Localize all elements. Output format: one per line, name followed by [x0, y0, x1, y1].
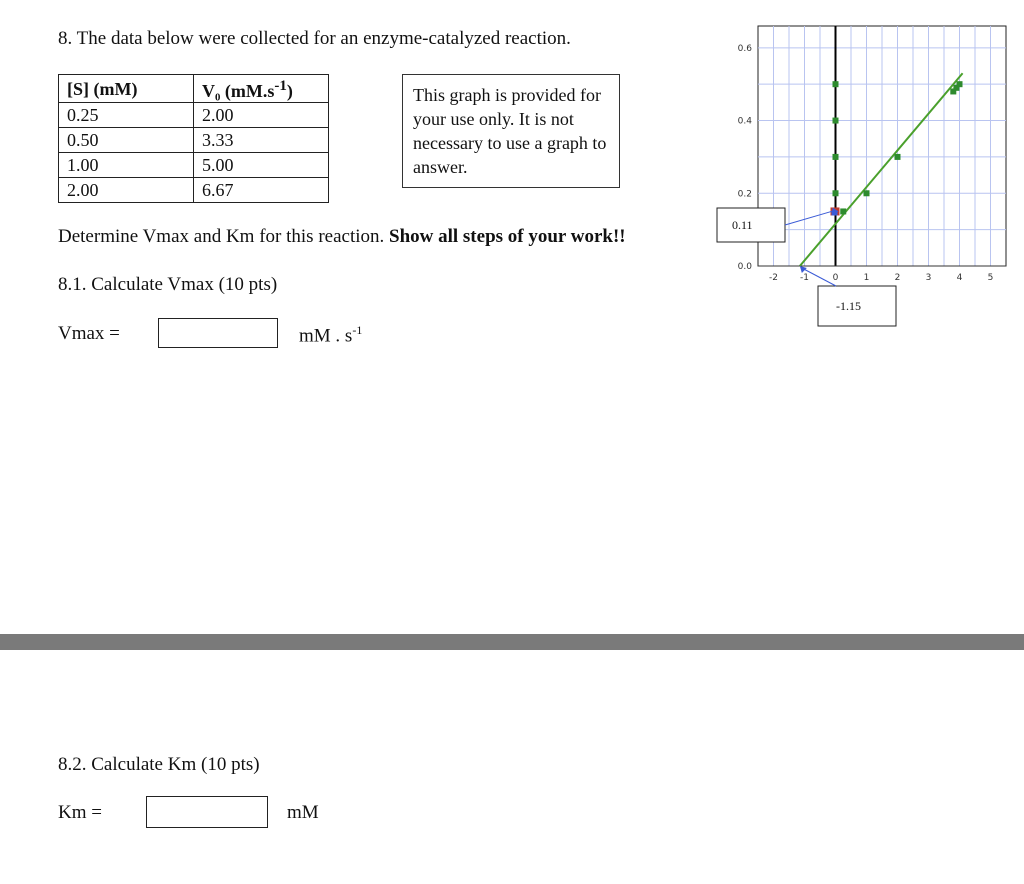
- callout-y-intercept: 0.11: [732, 218, 753, 232]
- page-divider: [0, 634, 1024, 650]
- table-header-row: [59, 75, 329, 103]
- x-tick-label: 1: [863, 273, 870, 283]
- table-cell: 3.33: [194, 128, 329, 153]
- data-point: [833, 118, 839, 124]
- table-row: [59, 128, 329, 153]
- km-unit: mM: [287, 802, 319, 823]
- table-cell: 2.00: [59, 178, 194, 203]
- data-table: [58, 74, 329, 203]
- data-point: [840, 208, 846, 214]
- vmax-label: Vmax =: [58, 323, 120, 344]
- table-cell: 1.00: [59, 153, 194, 178]
- km-answer-row: [58, 796, 458, 830]
- vmax-answer-row: [58, 318, 458, 352]
- y-tick-label: 0.2: [737, 189, 752, 200]
- y-tick-label: 0.4: [737, 116, 752, 127]
- part2-title: 8.2. Calculate Km (10 pts): [58, 754, 260, 775]
- table-row: [59, 153, 329, 178]
- graph-note: This graph is provided for your use only. It is not necessary to use a graph to answer.: [402, 74, 620, 188]
- table-cell: 0.50: [59, 128, 194, 153]
- table-cell: 5.00: [194, 153, 329, 178]
- lineweaver-burk-graph: [716, 20, 1016, 332]
- data-point: [833, 81, 839, 87]
- callout-arrow-x: [800, 266, 807, 273]
- x-tick-label: -1: [800, 273, 809, 283]
- header-velocity: V₀ $(mM.s^{-1})$: [194, 75, 329, 103]
- x-tick-label: -2: [769, 273, 778, 283]
- km-label: Km =: [58, 802, 102, 823]
- data-point: [833, 154, 839, 160]
- table-cell: 0.25: [59, 103, 194, 128]
- x-tick-label: 2: [894, 273, 901, 283]
- plot-grid: [758, 26, 1006, 266]
- km-input[interactable]: [146, 796, 268, 828]
- vmax-unit: mM . $s^{-1}$: [299, 323, 363, 347]
- y-tick-label: 0.6: [737, 43, 752, 54]
- data-point: [895, 154, 901, 160]
- x-tick-label: 4: [956, 273, 963, 283]
- table-cell: 2.00: [194, 103, 329, 128]
- table-cell: 6.67: [194, 178, 329, 203]
- question-title: 8. The data below were collected for an enzyme-catalyzed reaction.: [58, 28, 571, 49]
- header-substrate: [S] (mM): [59, 75, 194, 103]
- data-point: [864, 190, 870, 196]
- x-tick-label: 5: [987, 273, 994, 283]
- x-tick-label: 3: [925, 273, 932, 283]
- vmax-input[interactable]: [158, 318, 278, 348]
- data-point: [833, 190, 839, 196]
- y-tick-label: 0.0: [737, 262, 752, 272]
- callout-x-intercept: -1.15: [836, 299, 861, 313]
- x-tick-label: 0: [832, 273, 839, 283]
- instructions: Determine Vmax and Km for this reaction. Show all steps of your work!!: [58, 226, 626, 247]
- table-row: [59, 103, 329, 128]
- part1-title: 8.1. Calculate Vmax (10 pts): [58, 274, 278, 295]
- data-point: [950, 88, 956, 94]
- table-row: [59, 178, 329, 203]
